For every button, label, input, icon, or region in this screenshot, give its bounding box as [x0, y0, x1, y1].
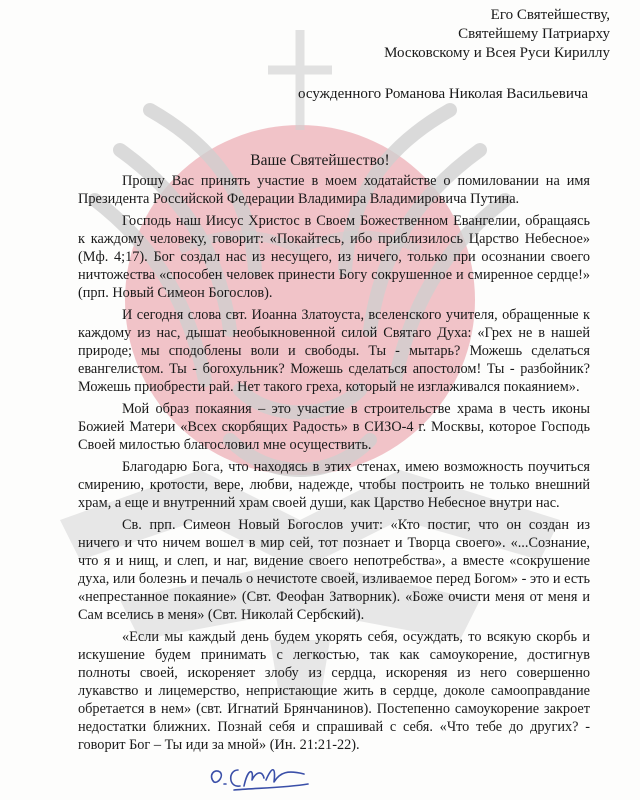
paragraph-7: «Если мы каждый день будем укорять себя, осуждать, то всякую скорбь и искушение будем принимать с легкостью, так как самоукорение, достигнув полноты своей, искореняет злобу из сердца, искореняя из него совершенно лукавство и лицемерство, непристающие жить в сердце, доколе самооправдание обретается в нем» (свт. Игнатий Брянчанинов). Постепенно самоукорение закроет недостатки ближних. Познай себя и спрашивай с себя. «Что тебе до других? - говорит Бог – Ты иди за мной» (Ин. 21:21-22). — [78, 629, 590, 753]
addressee-line-1: Его Святейшеству, — [490, 7, 610, 23]
paragraph-4: Мой образ покаяния – это участие в строительстве храма в честь иконы Божией Матери «Всех скорбящих Радость» в СИЗО-4 г. Москвы, которое Господь Своей милостью благословил мне осуществить. — [78, 401, 590, 453]
addressee-line-3: Московскому и Всея Руси Кириллу — [384, 45, 610, 61]
paragraph-2: Господь наш Иисус Христос в Своем Божественном Евангелии, обращаясь к каждому человеку, говорит: «Покайтесь, ибо приблизилось Царство Небесное» (Мф. 4;17). Бог создал нас из несущего, из ничего, только при осознании своего ничтожества «способен человек принести Богу сокрушенное и смиренное сердце!» (прп. Новый Симеон Богослов). — [78, 213, 590, 301]
paragraph-1: Прошу Вас принять участие в моем ходатайстве о помиловании на имя Президента Российской Федерации Владимира Владимировича Путина. — [78, 173, 590, 207]
sender-line: осужденного Романова Николая Васильевича — [298, 86, 589, 102]
paragraph-3: И сегодня слова свт. Иоанна Златоуста, вселенского учителя, обращенные к каждому из нас, дышат необыкновенной силой Святаго Духа: «Грех не в нашей природе; мы сподоблены воли и свободы. Ты - мытарь? Можешь сделаться евангелистом. Ты - богохульник? Можешь сделаться апостолом! Ты - разбойник? Можешь приобрести рай. Нет такого греха, который не изглаживался покаянием». — [78, 307, 590, 395]
handwritten-signature — [204, 760, 314, 796]
addressee-line-2: Святейшему Патриарху — [458, 26, 610, 42]
addressee-block — [384, 6, 610, 63]
paragraph-6: Св. прп. Симеон Новый Богослов учит: «Кто постиг, что он создан из ничего и что ничем вошел в мир сей, тот познает и Творца своего». «...Сознание, что я и нищ, и слеп, и наг, видение своего непотребства», а вместе «сокрушение духа, или болезнь и печаль о нечистоте своей, изливаемое перед Богом» - это и есть «непрестанное покаяние» (Свт. Феофан Затворник). «Боже очисти меня от меня и Сам вселись в меня» (Свт. Николай Сербский). — [78, 517, 590, 623]
paragraph-5: Благодарю Бога, что находясь в этих стенах, имею возможность поучиться смирению, кротости, вере, любви, надежде, чтобы построить не только внешний храм, а еще и внутренний храм своей души, как Царство Небесное внутри нас. — [78, 459, 590, 511]
salutation: Ваше Святейшество! — [250, 152, 390, 169]
letter-body — [78, 172, 590, 758]
